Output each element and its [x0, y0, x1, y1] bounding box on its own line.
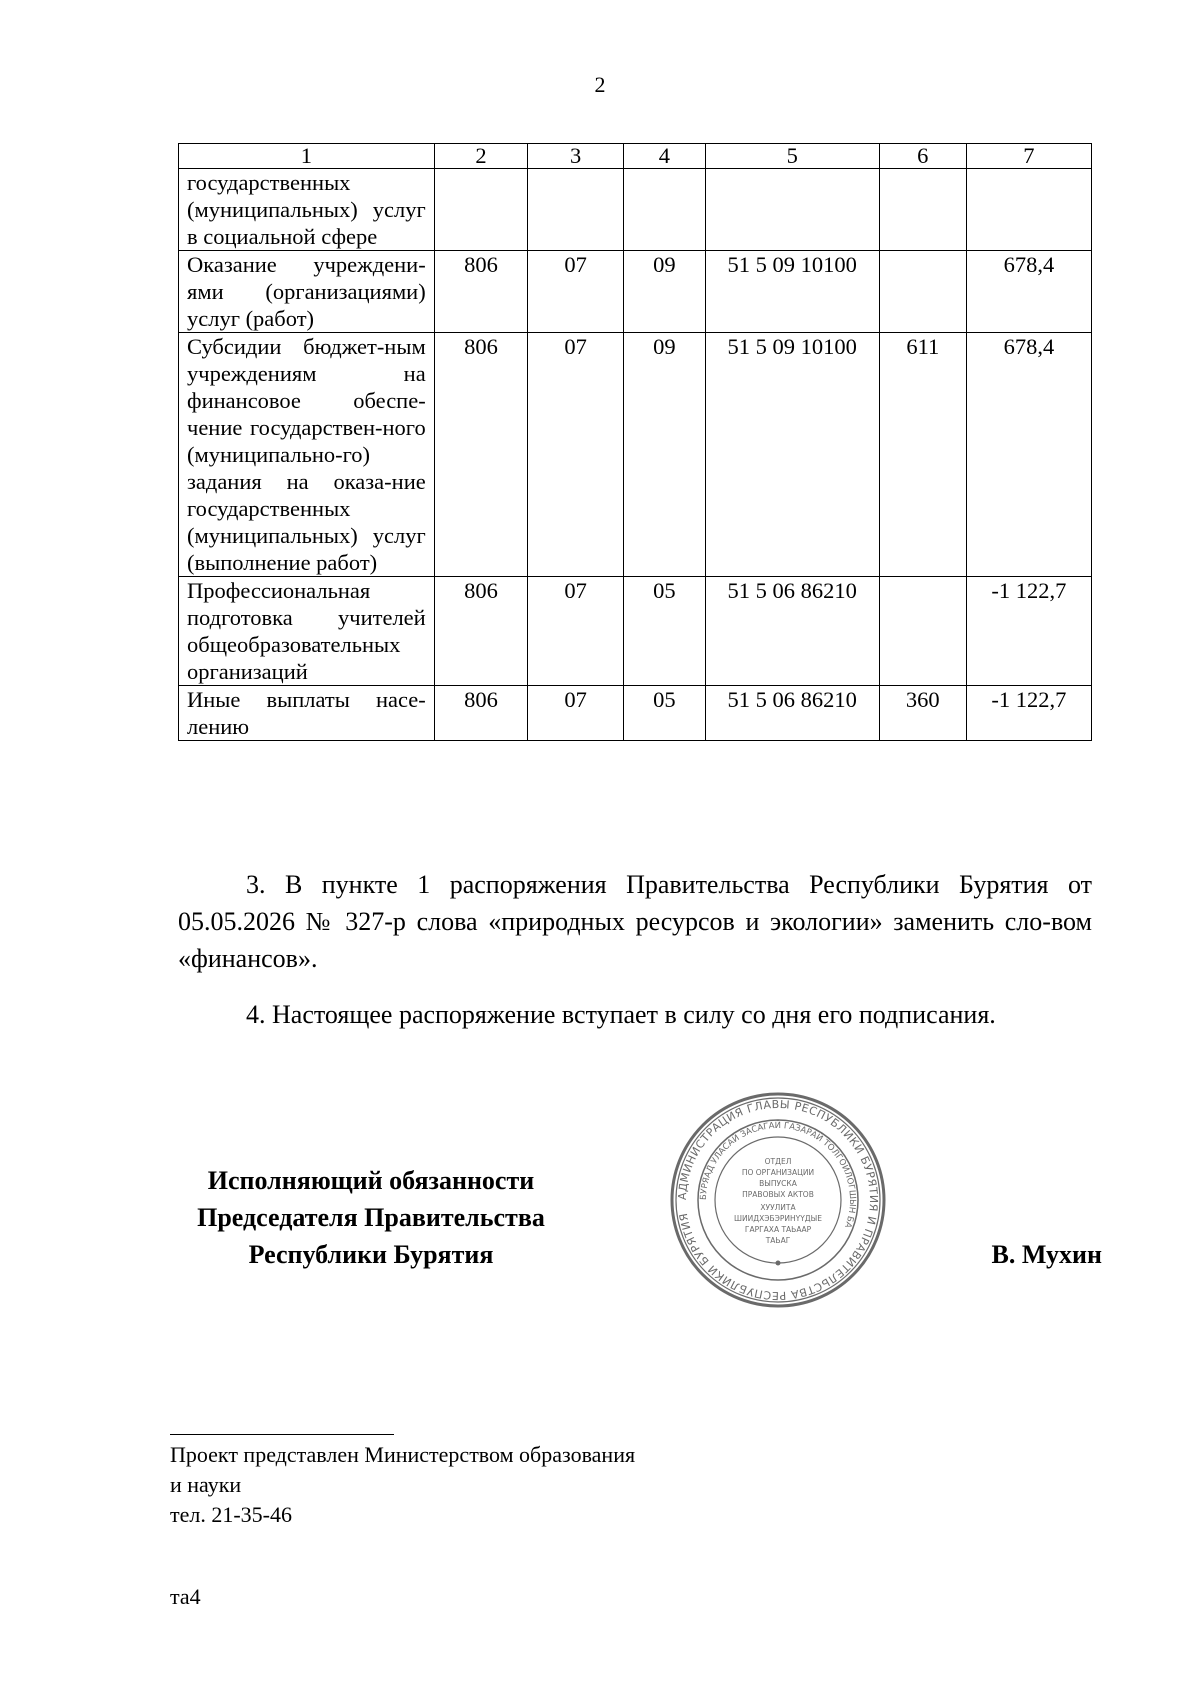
header-cell: 2 [434, 144, 528, 169]
row-name-cell: Оказание учреждени-ями (организациями) услуг (работ) [179, 251, 435, 333]
seal-center-line: ПРАВОВЫХ АКТОВ [742, 1190, 814, 1199]
footnote [170, 1440, 635, 1530]
footnote-line: и науки [170, 1472, 242, 1497]
row-section-cell [528, 169, 624, 251]
row-amount-cell: 678,4 [966, 333, 1091, 577]
seal-center-line: ОТДЕЛ [764, 1157, 792, 1166]
signer-name: В. Мухин [991, 1240, 1102, 1269]
paragraph-3: 3. В пункте 1 распоряжения Правительства Республики Бурятия от 05.05.2026 № 327-р слова «природных ресурсов и экологии» заменить сло-вом «финансов». [178, 870, 1092, 973]
table-row [179, 169, 1092, 251]
document-code: та4 [170, 1584, 201, 1609]
header-cell: 3 [528, 144, 624, 169]
table-row [179, 577, 1092, 686]
row-expense-type-cell [879, 169, 966, 251]
paragraph-4: 4. Настоящее распоряжение вступает в силу со дня его подписания. [246, 1000, 996, 1029]
row-subsection-cell: 09 [624, 251, 706, 333]
row-name-cell: Профессиональная подготовка учителей общеобразовательных организаций [179, 577, 435, 686]
row-subsection-cell: 05 [624, 577, 706, 686]
row-target-cell: 51 5 06 86210 [705, 686, 879, 741]
row-ministry-cell: 806 [434, 251, 528, 333]
official-seal [668, 1090, 888, 1310]
seal-inner-ring-text: БУРЯАД УЛАСАЙ ЗАСАГАЙ ГАЗАРАЙ ТОЛГОЙЛОГШЫН БА [698, 1120, 858, 1230]
footnote-divider [170, 1434, 394, 1435]
seal-dot-icon [776, 1261, 781, 1266]
seal-center-line: ТАЬАГ [765, 1236, 791, 1245]
row-section-cell: 07 [528, 333, 624, 577]
table-row [179, 333, 1092, 577]
row-target-cell [705, 169, 879, 251]
row-ministry-cell: 806 [434, 333, 528, 577]
row-subsection-cell [624, 169, 706, 251]
seal-outer-text: АДМИНИСТРАЦИЯ ГЛАВЫ РЕСПУБЛИКИ БУРЯТИЯ И ПРАВИТЕЛЬСТВА РЕСПУБЛИКИ БУРЯТИЯ [675, 1097, 881, 1303]
row-amount-cell [966, 169, 1091, 251]
row-ministry-cell: 806 [434, 577, 528, 686]
row-ministry-cell: 806 [434, 686, 528, 741]
header-cell: 1 [179, 144, 435, 169]
row-target-cell: 51 5 09 10100 [705, 333, 879, 577]
row-section-cell: 07 [528, 686, 624, 741]
table-row [179, 686, 1092, 741]
header-cell: 5 [705, 144, 879, 169]
table-row [179, 251, 1092, 333]
page-number: 2 [594, 72, 606, 97]
row-section-cell: 07 [528, 577, 624, 686]
row-name-cell: Субсидии бюджет-ным учреждениям на финансовое обеспе-чение государствен-ного (муниципально-го) задания на оказа-ние государственных (муниципальных) услуг (выполнение работ) [179, 333, 435, 577]
row-amount-cell: 678,4 [966, 251, 1091, 333]
row-amount-cell: -1 122,7 [966, 686, 1091, 741]
row-expense-type-cell: 611 [879, 333, 966, 577]
signer-position [162, 1162, 580, 1273]
row-ministry-cell [434, 169, 528, 251]
row-target-cell: 51 5 09 10100 [705, 251, 879, 333]
seal-center-line: ХУУЛИТА [760, 1203, 796, 1212]
header-cell: 7 [966, 144, 1091, 169]
budget-table [178, 143, 1092, 741]
seal-center-line: ГАРГАХА ТАЬААР [744, 1225, 812, 1234]
seal-center-line: ШИИДХЭБЭРИНҮҮДЫЕ [733, 1214, 823, 1223]
signer-position-line: Республики Бурятия [248, 1240, 494, 1269]
seal-center-line: ВЫПУСКА [759, 1179, 797, 1188]
row-expense-type-cell [879, 577, 966, 686]
row-section-cell: 07 [528, 251, 624, 333]
table-header-row [179, 144, 1092, 169]
signer-position-line: Председателя Правительства [197, 1203, 545, 1232]
footnote-line: Проект представлен Министерством образования [170, 1442, 636, 1467]
row-amount-cell: -1 122,7 [966, 577, 1091, 686]
row-subsection-cell: 09 [624, 333, 706, 577]
row-target-cell: 51 5 06 86210 [705, 577, 879, 686]
signer-position-line: Исполняющий обязанности [207, 1166, 535, 1195]
header-cell: 4 [624, 144, 706, 169]
row-name-cell: Иные выплаты насе-лению [179, 686, 435, 741]
row-subsection-cell: 05 [624, 686, 706, 741]
footnote-line: тел. 21-35-46 [170, 1502, 293, 1527]
row-expense-type-cell [879, 251, 966, 333]
row-expense-type-cell: 360 [879, 686, 966, 741]
row-name-cell: государственных (муниципальных) услуг в социальной сфере [179, 169, 435, 251]
header-cell: 6 [879, 144, 966, 169]
seal-center-line: ПО ОРГАНИЗАЦИИ [741, 1168, 815, 1177]
